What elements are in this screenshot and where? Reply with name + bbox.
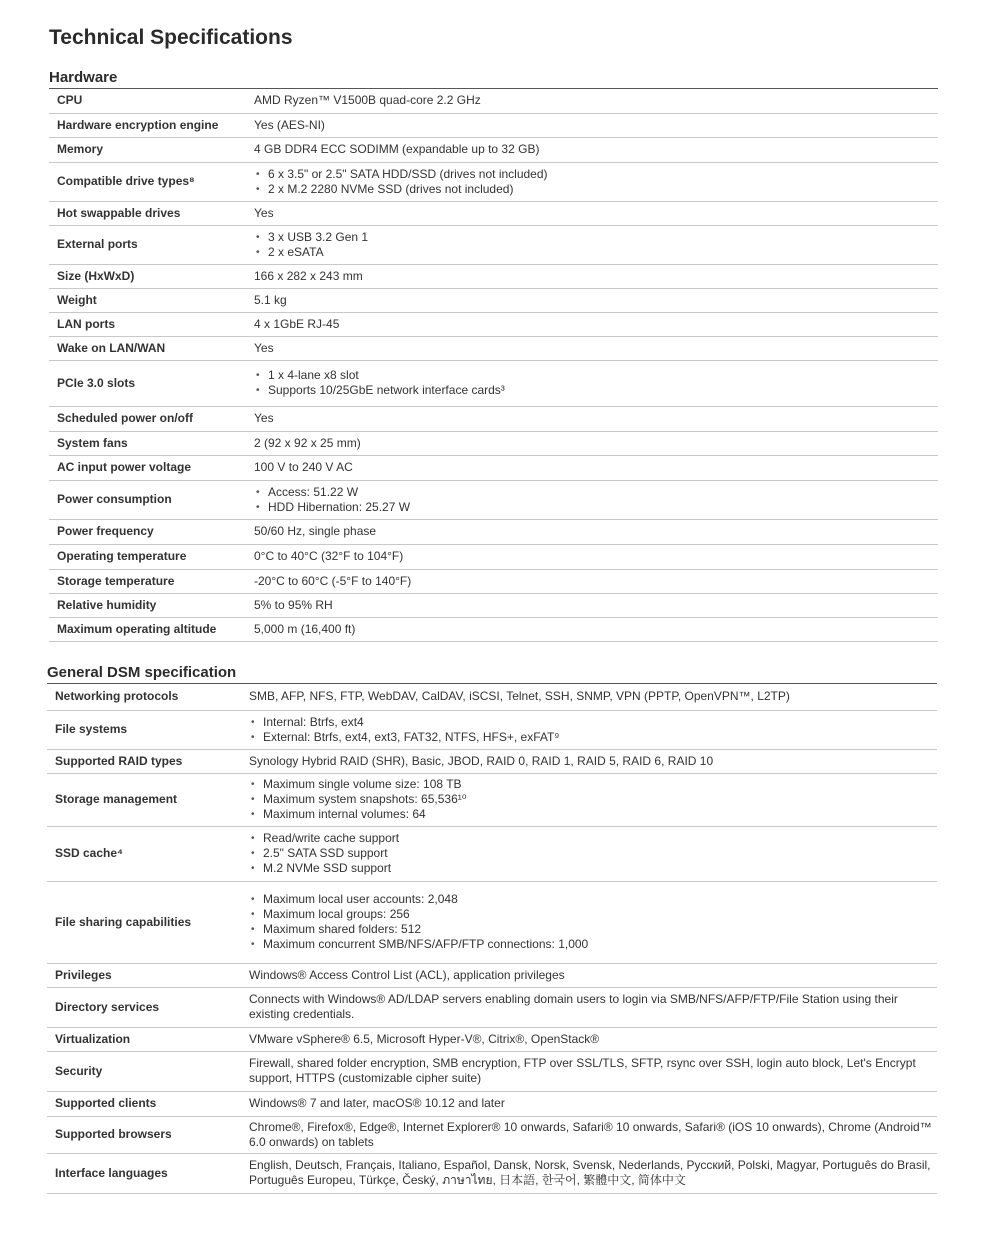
spec-label: Supported clients [47, 1091, 249, 1116]
spec-row [47, 826, 937, 881]
spec-row [47, 963, 937, 987]
spec-value: 4 GB DDR4 ECC SODIMM (expandable up to 32 GB) [254, 137, 938, 162]
spec-value-item: • 3 x USB 3.2 Gen 1 [254, 230, 938, 245]
spec-value-item: • External: Btrfs, ext4, ext3, FAT32, NTFS, HFS+, exFAT⁹ [249, 730, 937, 745]
spec-label: Supported RAID types [47, 749, 249, 773]
spec-value: 5.1 kg [254, 288, 938, 312]
hardware-section-title: Hardware [49, 67, 938, 89]
spec-value: Yes (AES-NI) [254, 113, 938, 137]
spec-value-list [254, 368, 938, 398]
spec-value: AMD Ryzen™ V1500B quad-core 2.2 GHz [254, 89, 938, 113]
spec-label: Size (HxWxD) [49, 264, 254, 288]
spec-value: 5% to 95% RH [254, 593, 938, 617]
spec-value-item: • 6 x 3.5" or 2.5" SATA HDD/SSD (drives not included) [254, 167, 938, 182]
spec-value-item: • 2 x M.2 2280 NVMe SSD (drives not included) [254, 182, 938, 197]
spec-label: Power frequency [49, 519, 254, 544]
spec-row [49, 544, 938, 569]
spec-value: 100 V to 240 V AC [254, 455, 938, 480]
spec-value-list [249, 892, 937, 952]
spec-value-item: • HDD Hibernation: 25.27 W [254, 500, 938, 515]
spec-value-item: • Internal: Btrfs, ext4 [249, 715, 937, 730]
spec-value [249, 773, 937, 826]
spec-label: LAN ports [49, 312, 254, 336]
hardware-spec-rows [49, 89, 938, 641]
spec-row [49, 137, 938, 162]
spec-value: 4 x 1GbE RJ-45 [254, 312, 938, 336]
spec-label: Relative humidity [49, 593, 254, 617]
spec-value-item: • 2.5" SATA SSD support [249, 846, 937, 861]
spec-value-item: • Maximum shared folders: 512 [249, 922, 937, 937]
spec-row [49, 406, 938, 431]
spec-value [254, 225, 938, 264]
spec-label: Storage temperature [49, 569, 254, 593]
dsm-section-title: General DSM specification [47, 662, 937, 684]
spec-value-item: • Maximum system snapshots: 65,536¹⁰ [249, 792, 937, 807]
hardware-spec-table [49, 89, 938, 642]
spec-label: Weight [49, 288, 254, 312]
spec-label: Scheduled power on/off [49, 406, 254, 431]
spec-row [47, 1116, 937, 1153]
spec-value: 2 (92 x 92 x 25 mm) [254, 431, 938, 455]
spec-row [49, 113, 938, 137]
spec-row [49, 360, 938, 406]
spec-value: Chrome®, Firefox®, Edge®, Internet Explorer® 10 onwards, Safari® 10 onwards, Safari® (iOS 10 onwards), Chrome (Android™ 6.0 onwards) on tablets [249, 1116, 937, 1153]
spec-value: Yes [254, 201, 938, 225]
spec-label: Hot swappable drives [49, 201, 254, 225]
spec-row [47, 710, 937, 749]
hardware-section [49, 67, 938, 642]
dsm-spec-table [47, 684, 937, 1194]
dsm-section [47, 662, 937, 1194]
spec-value: VMware vSphere® 6.5, Microsoft Hyper-V®, Citrix®, OpenStack® [249, 1027, 937, 1051]
spec-row [49, 569, 938, 593]
spec-label: Maximum operating altitude [49, 617, 254, 641]
spec-value-list [254, 485, 938, 515]
spec-row [47, 1091, 937, 1116]
spec-label: Privileges [47, 963, 249, 987]
spec-label: Security [47, 1051, 249, 1091]
spec-value-item: • Maximum local groups: 256 [249, 907, 937, 922]
spec-value-item: • Maximum single volume size: 108 TB [249, 777, 937, 792]
spec-value: 0°C to 40°C (32°F to 104°F) [254, 544, 938, 569]
spec-row [49, 264, 938, 288]
spec-label: SSD cache⁴ [47, 826, 249, 881]
spec-value-list [249, 777, 937, 822]
spec-value-item: • Maximum local user accounts: 2,048 [249, 892, 937, 907]
spec-value [254, 162, 938, 201]
spec-value: Windows® Access Control List (ACL), application privileges [249, 963, 937, 987]
spec-label: AC input power voltage [49, 455, 254, 480]
spec-value: English, Deutsch, Français, Italiano, Español, Dansk, Norsk, Svensk, Nederlands, Русский, Polski, Magyar, Português do Brasil, Português Europeu, Türkçe, Český, ภาษาไทย, 日本語, 한국어, 繁體中文, 简体中文 [249, 1153, 937, 1193]
spec-row [47, 749, 937, 773]
spec-label: File sharing capabilities [47, 881, 249, 963]
spec-value: Yes [254, 406, 938, 431]
spec-row [49, 89, 938, 113]
spec-row [47, 1051, 937, 1091]
spec-value: 50/60 Hz, single phase [254, 519, 938, 544]
spec-value-list [249, 715, 937, 745]
spec-value [254, 480, 938, 519]
spec-value-list [254, 167, 938, 197]
spec-label: External ports [49, 225, 254, 264]
spec-label: Directory services [47, 987, 249, 1027]
spec-label: Compatible drive types⁸ [49, 162, 254, 201]
spec-label: Memory [49, 137, 254, 162]
spec-value [249, 826, 937, 881]
spec-value: 166 x 282 x 243 mm [254, 264, 938, 288]
spec-value-list [249, 831, 937, 876]
spec-value-item: • Maximum internal volumes: 64 [249, 807, 937, 822]
spec-label: CPU [49, 89, 254, 113]
spec-label: Wake on LAN/WAN [49, 336, 254, 360]
spec-row [49, 288, 938, 312]
spec-row [49, 336, 938, 360]
spec-value: -20°C to 60°C (-5°F to 140°F) [254, 569, 938, 593]
spec-value-item: • Supports 10/25GbE network interface cards³ [254, 383, 938, 398]
spec-row [49, 617, 938, 641]
spec-value: Yes [254, 336, 938, 360]
spec-value [249, 710, 937, 749]
spec-label: PCIe 3.0 slots [49, 360, 254, 406]
spec-label: System fans [49, 431, 254, 455]
spec-label: Storage management [47, 773, 249, 826]
spec-label: Virtualization [47, 1027, 249, 1051]
spec-row [47, 881, 937, 963]
spec-row [49, 455, 938, 480]
spec-value: Connects with Windows® AD/LDAP servers enabling domain users to login via SMB/NFS/AFP/FTP/File Station using their existing credentials. [249, 987, 937, 1027]
spec-value-item: • M.2 NVMe SSD support [249, 861, 937, 876]
spec-value [254, 360, 938, 406]
spec-value: Firewall, shared folder encryption, SMB encryption, FTP over SSL/TLS, SFTP, rsync over SSH, login auto block, Let's Encrypt support, HTTPS (customizable cipher suite) [249, 1051, 937, 1091]
spec-row [49, 519, 938, 544]
spec-row [47, 773, 937, 826]
spec-value: Synology Hybrid RAID (SHR), Basic, JBOD, RAID 0, RAID 1, RAID 5, RAID 6, RAID 10 [249, 749, 937, 773]
spec-label: Supported browsers [47, 1116, 249, 1153]
spec-row [49, 162, 938, 201]
spec-value: Windows® 7 and later, macOS® 10.12 and later [249, 1091, 937, 1116]
spec-row [49, 593, 938, 617]
spec-row [49, 225, 938, 264]
spec-row [47, 1153, 937, 1193]
spec-value: 5,000 m (16,400 ft) [254, 617, 938, 641]
spec-value-list [254, 230, 938, 260]
dsm-spec-rows [47, 684, 937, 1193]
spec-value-item: • Maximum concurrent SMB/NFS/AFP/FTP connections: 1,000 [249, 937, 937, 952]
spec-value [249, 881, 937, 963]
spec-row [49, 312, 938, 336]
spec-row [49, 431, 938, 455]
spec-value-item: • 1 x 4-lane x8 slot [254, 368, 938, 383]
page-title: Technical Specifications [49, 26, 293, 49]
spec-row [47, 684, 937, 710]
spec-value: SMB, AFP, NFS, FTP, WebDAV, CalDAV, iSCSI, Telnet, SSH, SNMP, VPN (PPTP, OpenVPN™, L2TP) [249, 684, 937, 710]
spec-value-item: • Read/write cache support [249, 831, 937, 846]
spec-label: Interface languages [47, 1153, 249, 1193]
spec-value-item: • Access: 51.22 W [254, 485, 938, 500]
spec-label: Operating temperature [49, 544, 254, 569]
spec-label: Power consumption [49, 480, 254, 519]
spec-row [47, 987, 937, 1027]
spec-label: Networking protocols [47, 684, 249, 710]
spec-row [47, 1027, 937, 1051]
spec-row [49, 480, 938, 519]
spec-label: File systems [47, 710, 249, 749]
spec-label: Hardware encryption engine [49, 113, 254, 137]
spec-row [49, 201, 938, 225]
spec-value-item: • 2 x eSATA [254, 245, 938, 260]
